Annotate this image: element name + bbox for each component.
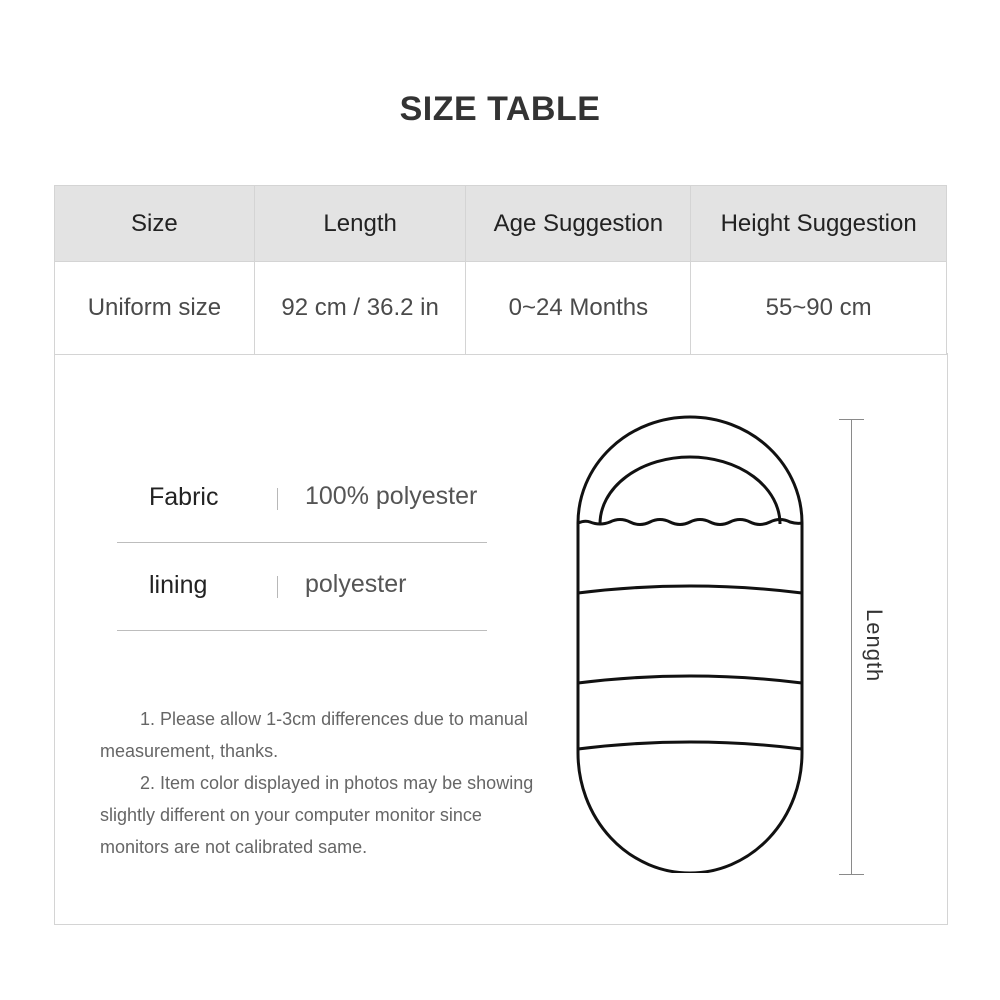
dimension-cap-bottom <box>839 874 864 875</box>
separator <box>277 576 278 598</box>
length-dimension <box>835 419 887 875</box>
quilt-seam <box>578 742 802 749</box>
bag-outline <box>578 417 802 873</box>
column-header-size: Size <box>55 186 255 262</box>
quilt-seam <box>578 586 802 593</box>
table-header-row <box>55 186 947 262</box>
spec-row-fabric <box>117 455 489 543</box>
cell-size: Uniform size <box>55 262 255 355</box>
quilt-seam <box>578 676 802 683</box>
sleeping-bag-icon <box>575 413 805 873</box>
page-title: SIZE TABLE <box>399 90 601 128</box>
column-header-age: Age Suggestion <box>466 186 691 262</box>
cell-length: 92 cm / 36.2 in <box>254 262 466 355</box>
column-header-length: Length <box>254 186 466 262</box>
table-row <box>55 262 947 355</box>
separator <box>277 488 278 510</box>
cell-age: 0~24 Months <box>466 262 691 355</box>
details-panel <box>54 353 948 925</box>
spec-value: 100% polyester <box>305 482 478 510</box>
dimension-label: Length <box>862 609 887 683</box>
dimension-line <box>851 419 852 875</box>
dimension-cap-top <box>839 419 864 420</box>
column-header-height: Height Suggestion <box>691 186 947 262</box>
bag-hood <box>600 457 780 524</box>
cell-height: 55~90 cm <box>691 262 947 355</box>
note-1: 1. Please allow 1-3cm differences due to manual measurement, thanks. <box>100 709 528 761</box>
spec-row-lining <box>117 543 489 631</box>
spec-label: Fabric <box>149 483 219 511</box>
spec-value: polyester <box>305 570 407 598</box>
notes <box>100 703 540 863</box>
note-2: 2. Item color displayed in photos may be showing slightly different on your computer monitor since monitors are not calibrated same. <box>100 773 534 857</box>
divider <box>117 630 487 631</box>
bag-collar <box>578 520 802 525</box>
spec-label: lining <box>149 571 208 599</box>
size-table <box>54 185 947 355</box>
